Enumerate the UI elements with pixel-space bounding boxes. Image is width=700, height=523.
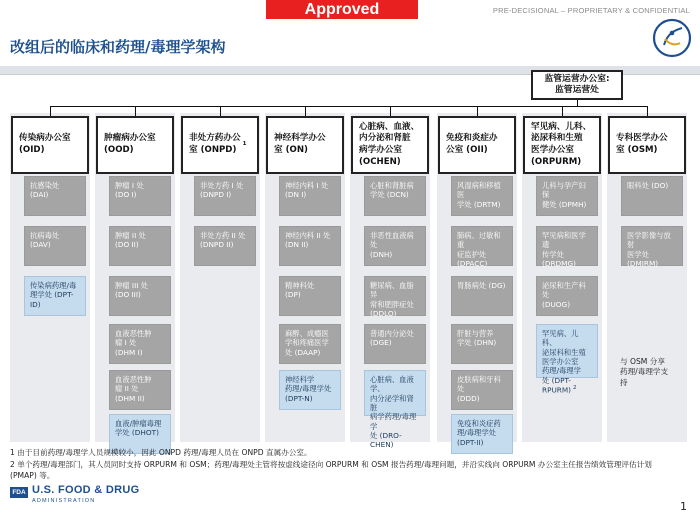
fda-agency-name: U.S. FOOD & DRUG bbox=[32, 484, 140, 496]
division-label: 抗病毒处 (DAV) bbox=[30, 231, 60, 250]
division-box[interactable] bbox=[451, 324, 513, 364]
division-label: 心脏病、血液学、 内分泌学和肾脏 病学药理/毒理学 处 (DRO-CHEN) bbox=[370, 375, 417, 450]
division-label: 血液/肿瘤毒理 学处 (DHOT) bbox=[115, 419, 162, 438]
division-box[interactable] bbox=[536, 226, 598, 266]
division-box[interactable] bbox=[109, 276, 171, 316]
confidentiality-label: PRE-DECISIONAL – PROPRIETARY & CONFIDENTIAL bbox=[492, 6, 690, 15]
pharm-tox-division-box[interactable] bbox=[24, 276, 86, 316]
fda-agency-subtitle: ADMINISTRATION bbox=[32, 498, 96, 504]
connector-line bbox=[50, 106, 51, 116]
footnote-1: 1 由于目前药理/毒理学人员规模较小，因此 ONPD 药理/毒理人员在 ONPD 直属办公室。 bbox=[10, 448, 312, 457]
connector-line bbox=[477, 106, 478, 116]
division-box[interactable] bbox=[279, 176, 341, 216]
connector-line bbox=[647, 106, 648, 116]
office-label: 非处方药办公 室 (ONPD) bbox=[189, 133, 241, 155]
division-label: 神经科学 药理/毒理学处 (DPT-N) bbox=[285, 375, 332, 403]
division-label: 肺病、过敏和重 症监护处 (DPACC) bbox=[457, 231, 501, 268]
footnote-marker: 1 bbox=[242, 141, 247, 148]
division-box[interactable] bbox=[536, 276, 598, 316]
division-box[interactable] bbox=[109, 370, 171, 410]
office-label: 免疫和炎症办 公室 (OII) bbox=[446, 133, 498, 155]
pharm-tox-division-box[interactable] bbox=[279, 370, 341, 410]
division-label: 医学影像与放射 医学处 (DMIRM) bbox=[627, 231, 671, 268]
connector-line bbox=[390, 106, 391, 116]
division-box[interactable] bbox=[451, 176, 513, 216]
division-box[interactable] bbox=[451, 226, 513, 266]
regulatory-operations-office[interactable]: 监管运营办公室: 监管运营处 bbox=[531, 70, 623, 100]
office-label: 罕见病、儿科、 泌尿科和生殖 医学办公室 (ORPURM) bbox=[531, 121, 592, 167]
division-box[interactable] bbox=[24, 176, 86, 216]
division-box[interactable] bbox=[364, 176, 426, 216]
page-title: 改组后的临床和药理/毒理学架构 bbox=[10, 38, 226, 56]
page-number: 1 bbox=[680, 500, 687, 513]
division-box[interactable] bbox=[451, 276, 513, 316]
division-label: 精神科处 (DP) bbox=[285, 281, 315, 300]
division-label: 罕见病、儿科、 泌尿科和生殖 医学办公室 药理/毒理学 处 (DPT- RPURM) bbox=[542, 329, 586, 395]
office-box[interactable] bbox=[608, 116, 686, 174]
office-box[interactable] bbox=[96, 116, 174, 174]
division-label: 血液恶性肿 瘤 I 处 (DHM I) bbox=[115, 329, 152, 357]
division-box[interactable] bbox=[364, 226, 426, 266]
division-box[interactable] bbox=[536, 176, 598, 216]
office-box[interactable] bbox=[181, 116, 259, 174]
division-box[interactable] bbox=[279, 324, 341, 364]
division-label: 神经内科 II 处 (DN II) bbox=[285, 231, 331, 250]
division-label: 糖尿病、血脂异 常和肥胖症处 (DDLO) bbox=[370, 281, 414, 318]
division-label: 普通内分泌处 (DGE) bbox=[370, 329, 414, 348]
division-label: 风湿病和移植医 学处 (DRTM) bbox=[457, 181, 501, 209]
pharm-tox-division-box[interactable] bbox=[364, 370, 426, 450]
division-label: 肿瘤 III 处 (DO III) bbox=[115, 281, 148, 300]
division-label: 皮肤病和牙科处 (DDD) bbox=[457, 375, 501, 403]
division-box[interactable] bbox=[279, 276, 341, 316]
approved-stamp: Approved bbox=[266, 0, 418, 19]
office-box[interactable] bbox=[351, 116, 429, 174]
division-label: 免疫和炎症药 理/毒理学处 (DPT-II) bbox=[457, 419, 501, 447]
division-box[interactable] bbox=[24, 226, 86, 266]
division-box[interactable] bbox=[451, 370, 513, 410]
office-label: 心脏病、血液、 内分泌和肾脏 病学办公室 (OCHEN) bbox=[359, 121, 420, 167]
division-label: 抗感染处 (DAI) bbox=[30, 181, 60, 200]
division-label: 血液恶性肿 瘤 II 处 (DHM II) bbox=[115, 375, 152, 403]
connector-line bbox=[50, 106, 648, 107]
division-label: 胃肠病处 (DG) bbox=[457, 281, 506, 290]
division-label: 儿科与孕产妇保 健处 (DPMH) bbox=[542, 181, 587, 209]
fda-logo-badge: FDA bbox=[10, 487, 28, 498]
division-label: 罕见病和医学遗 传学处 (DRDMG) bbox=[542, 231, 586, 268]
division-label: 非恶性血液病处 (DNH) bbox=[370, 231, 414, 259]
office-label: 神经科学办公 室 (ON) bbox=[274, 133, 326, 155]
division-box[interactable] bbox=[364, 324, 426, 364]
division-box[interactable] bbox=[279, 226, 341, 266]
division-box[interactable] bbox=[109, 176, 171, 216]
office-box[interactable] bbox=[266, 116, 344, 174]
office-box[interactable] bbox=[11, 116, 89, 174]
connector-line bbox=[562, 106, 563, 116]
division-box[interactable] bbox=[194, 176, 256, 216]
division-label: 麻醉、成瘾医 学和疼痛医学 处 (DAAP) bbox=[285, 329, 329, 357]
division-label: 肿瘤 I 处 (DO I) bbox=[115, 181, 144, 200]
division-box[interactable] bbox=[364, 276, 426, 316]
connector-line bbox=[305, 106, 306, 116]
office-label: 肿瘤病办公室 (OOD) bbox=[104, 133, 156, 155]
division-box[interactable] bbox=[194, 226, 256, 266]
division-box[interactable] bbox=[621, 176, 683, 216]
division-label: 肝脏与营养 学处 (DHN) bbox=[457, 329, 497, 348]
division-label: 眼科处 (DO) bbox=[627, 181, 669, 190]
division-label: 非处方药 I 处 (DNPD I) bbox=[200, 181, 244, 200]
division-box[interactable] bbox=[109, 226, 171, 266]
footnotes bbox=[10, 448, 680, 482]
division-label: 肿瘤 II 处 (DO II) bbox=[115, 231, 146, 250]
connector-line bbox=[135, 106, 136, 116]
division-box[interactable] bbox=[109, 324, 171, 364]
division-label: 神经内科 I 处 (DN I) bbox=[285, 181, 329, 200]
osm-shared-support-note: 与 OSM 分享 药理/毒理学支 持 bbox=[620, 357, 669, 387]
office-label: 专科医学办公 室 (OSM) bbox=[616, 133, 668, 155]
division-label: 传染病药理/毒 理学处 (DPT- ID) bbox=[30, 281, 77, 309]
division-label: 非处方药 II 处 (DNPD II) bbox=[200, 231, 246, 250]
pharm-tox-division-box[interactable] bbox=[536, 324, 598, 395]
division-box[interactable] bbox=[621, 226, 683, 266]
office-box[interactable] bbox=[438, 116, 516, 174]
footnote-2: 2 单个药理/毒理部门，其人员同时支持 ORPURM 和 OSM；药理/毒理处主管将按虚线途径向 ORPURM 和 OSM 报告药理/毒理问题，并沿实线向 ORPURM 办公室主任报告绩效管理评估计划 (PMAP) 等。 bbox=[10, 459, 652, 480]
office-label: 传染病办公室 (OID) bbox=[19, 133, 71, 155]
division-label: 泌尿和生产科处 (DUOG) bbox=[542, 281, 586, 309]
connector-line bbox=[220, 106, 221, 116]
division-label: 心脏和肾脏病 学处 (DCN) bbox=[370, 181, 414, 200]
office-box[interactable] bbox=[523, 116, 601, 174]
footnote-marker: 2 bbox=[573, 384, 577, 391]
